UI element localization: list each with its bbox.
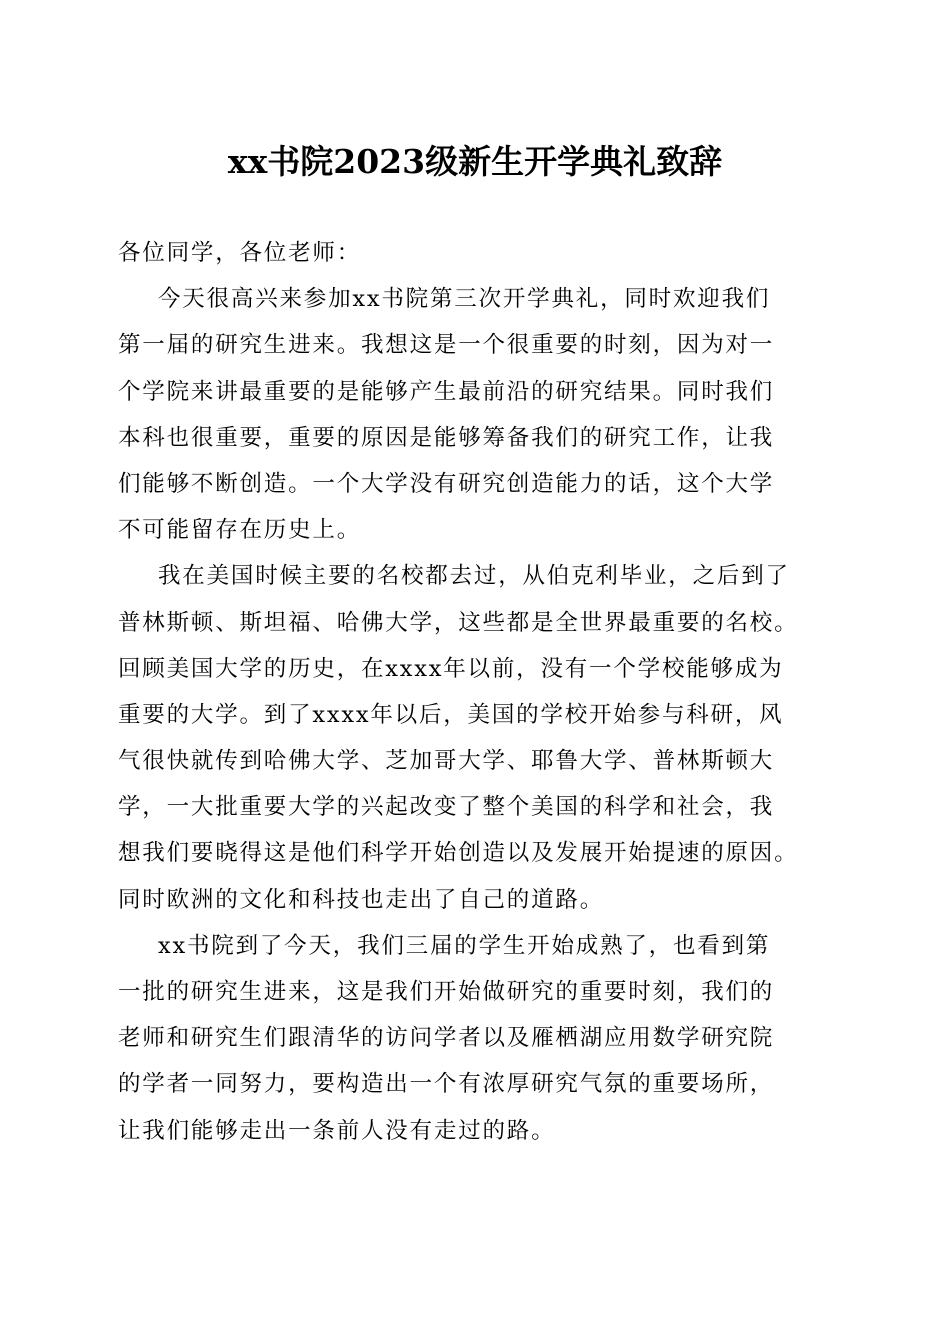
text-line: 一批的研究生进来，这是我们开始做研究的重要时刻，我们的 [118, 979, 775, 1005]
text-line: 个学院来讲最重要的是能够产生最前沿的研究结果。同时我们 [118, 378, 775, 405]
text-line: 重要的大学。到了xxxx年以后，美国的学校开始参与科研，风 [118, 701, 784, 728]
text-line: 回顾美国大学的历史，在xxxx年以前，没有一个学校能够成为 [118, 655, 784, 682]
text-line: 想我们要晓得这是他们科学开始创造以及发展开始提速的原因。 [118, 840, 799, 867]
text-line: 第一届的研究生进来。我想这是一个很重要的时刻，因为对一 [118, 332, 775, 359]
text-line: xx书院到了今天，我们三届的学生开始成熟了，也看到第 [158, 932, 771, 959]
text-line: 本科也很重要，重要的原因是能够筹备我们的研究工作，让我 [118, 424, 775, 451]
text-line: 今天很高兴来参加xx书院第三次开学典礼，同时欢迎我们 [158, 286, 771, 313]
text-line: 们能够不断创造。一个大学没有研究创造能力的话，这个大学 [118, 470, 775, 497]
text-line: 让我们能够走出一条前人没有走过的路。 [118, 1117, 556, 1144]
text-line: 气很快就传到哈佛大学、芝加哥大学、耶鲁大学、普林斯顿大 [118, 748, 775, 775]
text-line: 老师和研究生们跟清华的访问学者以及雁栖湖应用数学研究院 [118, 1025, 775, 1052]
text-line: 同时欧洲的文化和科技也走出了自己的道路。 [118, 886, 605, 913]
text-line: 各位同学，各位老师： [118, 240, 362, 266]
document-body [118, 230, 838, 1154]
text-line: 不可能留存在历史上。 [118, 517, 362, 544]
text-line: 我在美国时候主要的名校都去过，从伯克利毕业，之后到了 [158, 563, 790, 590]
text-line: 学，一大批重要大学的兴起改变了整个美国的科学和社会，我 [118, 794, 775, 821]
document-title: xx书院2023级新生开学典礼致辞 [227, 142, 723, 181]
text-line: 的学者一同努力，要构造出一个有浓厚研究气氛的重要场所， [118, 1071, 775, 1098]
text-line: 普林斯顿、斯坦福、哈佛大学，这些都是全世界最重要的名校。 [118, 609, 799, 636]
